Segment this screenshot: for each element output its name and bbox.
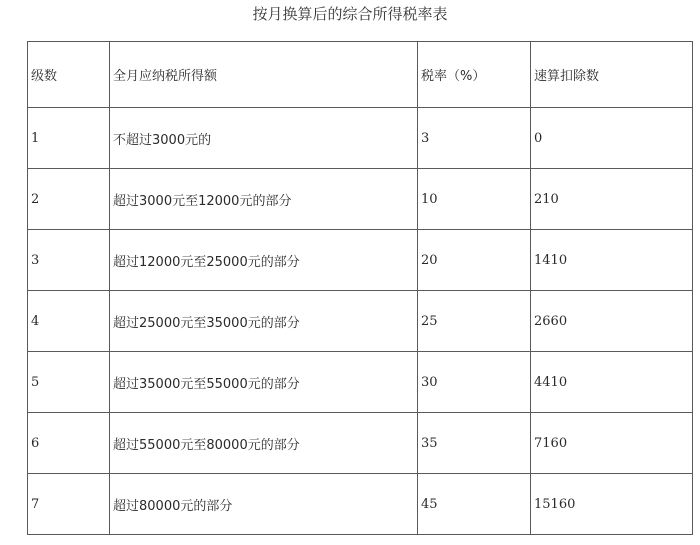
cell-level: 6 xyxy=(28,413,110,474)
header-monthly-taxable-income: 全月应纳税所得额 xyxy=(110,42,418,108)
table-row xyxy=(28,108,693,169)
cell-quick-deduction: 4410 xyxy=(531,352,693,413)
cell-quick-deduction: 7160 xyxy=(531,413,693,474)
header-quick-deduction: 速算扣除数 xyxy=(531,42,693,108)
cell-tax-rate: 30 xyxy=(418,352,531,413)
cell-tax-rate: 3 xyxy=(418,108,531,169)
table-row xyxy=(28,413,693,474)
cell-quick-deduction: 1410 xyxy=(531,230,693,291)
cell-income-range: 超过25000元至35000元的部分 xyxy=(110,291,418,352)
page-title: 按月换算后的综合所得税率表 xyxy=(252,5,448,23)
cell-quick-deduction: 0 xyxy=(531,108,693,169)
cell-tax-rate: 45 xyxy=(418,474,531,535)
cell-level: 3 xyxy=(28,230,110,291)
cell-tax-rate: 25 xyxy=(418,291,531,352)
cell-tax-rate: 20 xyxy=(418,230,531,291)
header-tax-rate: 税率（%） xyxy=(418,42,531,108)
table-row xyxy=(28,230,693,291)
cell-tax-rate: 10 xyxy=(418,169,531,230)
cell-level: 4 xyxy=(28,291,110,352)
table-header-row xyxy=(28,42,693,108)
table-row xyxy=(28,169,693,230)
cell-income-range: 超过80000元的部分 xyxy=(110,474,418,535)
cell-quick-deduction: 210 xyxy=(531,169,693,230)
cell-level: 5 xyxy=(28,352,110,413)
cell-income-range: 不超过3000元的 xyxy=(110,108,418,169)
cell-tax-rate: 35 xyxy=(418,413,531,474)
table-row xyxy=(28,352,693,413)
cell-level: 1 xyxy=(28,108,110,169)
cell-level: 2 xyxy=(28,169,110,230)
cell-income-range: 超过35000元至55000元的部分 xyxy=(110,352,418,413)
cell-level: 7 xyxy=(28,474,110,535)
cell-quick-deduction: 2660 xyxy=(531,291,693,352)
table-row xyxy=(28,474,693,535)
tax-rate-table xyxy=(27,41,693,535)
cell-income-range: 超过55000元至80000元的部分 xyxy=(110,413,418,474)
cell-quick-deduction: 15160 xyxy=(531,474,693,535)
table-row xyxy=(28,291,693,352)
header-level: 级数 xyxy=(28,42,110,108)
cell-income-range: 超过12000元至25000元的部分 xyxy=(110,230,418,291)
cell-income-range: 超过3000元至12000元的部分 xyxy=(110,169,418,230)
